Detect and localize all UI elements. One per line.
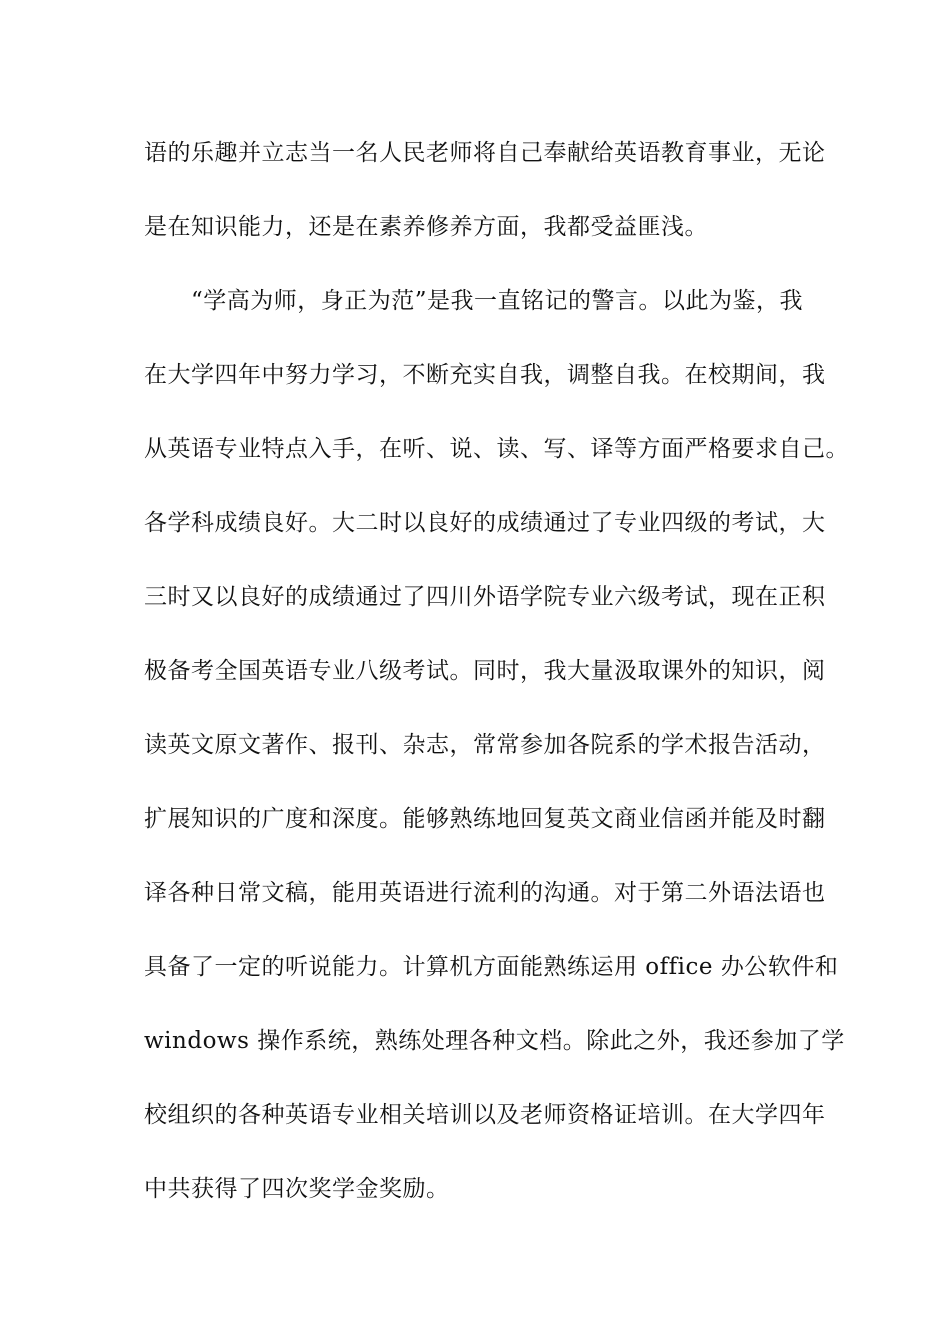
text-line-15: 中共获得了四次奖学金奖励。: [144, 1176, 450, 1202]
text-line-13: windows 操作系统，熟练处理各种文档。除此之外，我还参加了学: [144, 1028, 845, 1054]
text-line-1: 语的乐趣并立志当一名人民老师将自己奉献给英语教育事业，无论: [144, 140, 826, 166]
text-line-10: 扩展知识的广度和深度。能够熟练地回复英文商业信函并能及时翻: [144, 806, 826, 832]
body-text: [144, 131, 849, 1241]
text-line-3: “学高为师，身正为范”是我一直铭记的警言。以此为鉴，我: [191, 288, 804, 314]
text-line-14: 校组织的各种英语专业相关培训以及老师资格证培训。在大学四年: [144, 1102, 826, 1128]
text-line-12: 具备了一定的听说能力。计算机方面能熟练运用 office 办公软件和: [144, 954, 839, 980]
text-line-8: 极备考全国英语专业八级考试。同时，我大量汲取课外的知识，阅: [144, 658, 826, 684]
text-line-4: 在大学四年中努力学习，不断充实自我，调整自我。在校期间，我: [144, 362, 826, 388]
text-line-11: 译各种日常文稿，能用英语进行流利的沟通。对于第二外语法语也: [144, 880, 826, 906]
text-line-2: 是在知识能力，还是在素养修养方面，我都受益匪浅。: [144, 214, 708, 240]
text-line-9: 读英文原文著作、报刊、杂志，常常参加各院系的学术报告活动，: [144, 732, 826, 758]
text-line-7: 三时又以良好的成绩通过了四川外语学院专业六级考试，现在正积: [144, 584, 826, 610]
text-line-5: 从英语专业特点入手，在听、说、读、写、译等方面严格要求自己。: [144, 436, 849, 462]
text-line-6: 各学科成绩良好。大二时以良好的成绩通过了专业四级的考试，大: [144, 510, 826, 536]
